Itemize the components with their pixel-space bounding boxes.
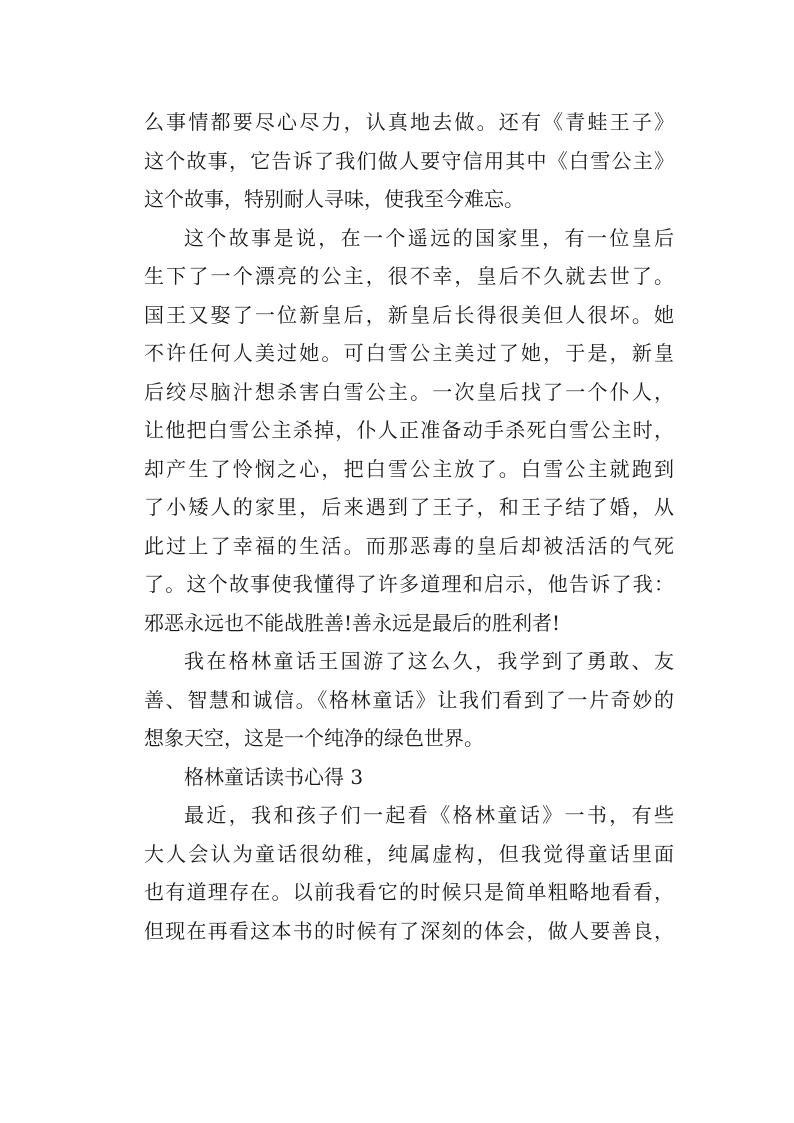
text-line: 了。这个故事使我懂得了许多道理和启示，他告诉了我： [144, 572, 674, 596]
body-text [144, 103, 674, 950]
text-line: 却产生了怜悯之心，把白雪公主放了。白雪公主就跑到 [144, 456, 674, 481]
text-line: 最近，我和孩子们一起看《格林童话》一书，有些 [184, 803, 674, 827]
text-line: 此过上了幸福的生活。而那恶毒的皇后却被活活的气死 [144, 533, 674, 558]
text-line: 善、智慧和诚信。《格林童话》让我们看到了一片奇妙的 [144, 687, 674, 712]
text-line: 生下了一个漂亮的公主，很不幸，皇后不久就去世了。 [144, 264, 674, 288]
text-line: 也有道理存在。以前我看它的时候只是简单粗略地看看， [144, 880, 674, 904]
text-line: 这个故事是说，在一个遥远的国家里，有一位皇后 [184, 225, 674, 250]
text-line: 这个故事，特别耐人寻味，使我至今难忘。 [144, 187, 524, 211]
text-line: 我在格林童话王国游了这么久，我学到了勇敢、友 [184, 649, 674, 673]
text-line: 国王又娶了一位新皇后，新皇后长得很美但人很坏。她 [144, 302, 674, 327]
text-line: 么事情都要尽心尽力，认真地去做。还有《青蛙王子》 [144, 110, 674, 134]
text-line: 格林童话读书心得 3 [184, 764, 364, 789]
text-line: 这个故事，它告诉了我们做人要守信用其中《白雪公主》 [144, 148, 674, 173]
text-line: 后绞尽脑汁想杀害白雪公主。一次皇后找了一个仆人， [144, 379, 674, 404]
text-line: 大人会认为童话很幼稚，纯属虚构，但我觉得童话里面 [144, 841, 674, 866]
text-line: 想象天空，这是一个纯净的绿色世界。 [144, 726, 484, 750]
text-line: 邪恶永远也不能战胜善!善永远是最后的胜利者! [144, 610, 561, 635]
text-line: 让他把白雪公主杀掉，仆人正准备动手杀死白雪公主时， [144, 418, 674, 442]
text-line: 但现在再看这本书的时候有了深刻的体会，做人要善良， [144, 918, 674, 943]
text-line: 了小矮人的家里，后来遇到了王子，和王子结了婚，从 [144, 495, 674, 519]
text-line: 不许任何人美过她。可白雪公主美过了她，于是，新皇 [144, 341, 674, 365]
